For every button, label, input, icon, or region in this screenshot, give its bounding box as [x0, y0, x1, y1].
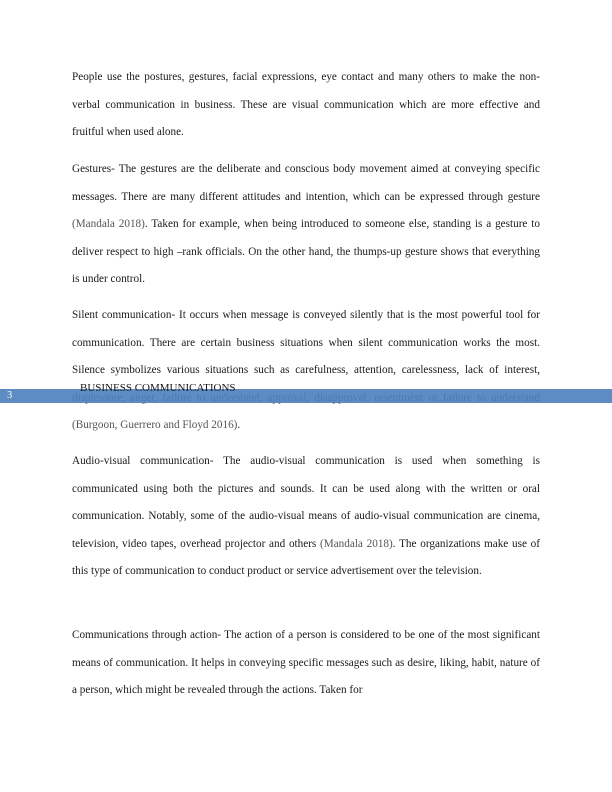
paragraph-silent-communication — [72, 302, 540, 440]
paragraph-text: . The organizations make use of this type of communication to conduct product or service advertisement over the television. — [72, 537, 540, 578]
paragraph-text: Audio-visual communication- The audio-visual communication is used when something is communicated using both the pictures and sounds. It can be used along with the written or oral communication. Notably, some of the audio-visual means of audio-visual communication are cinema, television, video tapes, overhead projector and others — [72, 455, 540, 550]
citation: (Mandala 2018) — [320, 537, 393, 550]
paragraph-text: . — [237, 419, 241, 432]
page-number: 3 — [7, 390, 13, 401]
paragraph-text: People use the postures, gestures, facial expressions, eye contact and many others to make the non-verbal communication in business. These are visual communication which are more effective and fruitful when used alone. — [72, 71, 540, 139]
paragraph-text: Communications through action- The action of a person is considered to be one of the most significant means of communication. It helps in conveying specific messages such as desire, liking, habit, nature of a person, which might be revealed through the actions. Taken for — [72, 629, 540, 697]
citation: (Mandala 2018) — [72, 218, 145, 231]
paragraph-text: Silent communication- It occurs when message is conveyed silently that is the most powerful tool for communication. There are certain business situations when silent communication works the most. Silence symbolizes various situations such as carefulness, attention, carelessness, lack of interest, — [72, 309, 540, 377]
paragraph-text: . Taken for example, when being introduced to someone else, standing is a gesture to deliver respect to high –rank officials. On the other hand, the thumps-up gesture shows that everything is under control. — [72, 218, 540, 286]
paragraph-audio-visual — [72, 448, 540, 586]
paragraph-gestures — [72, 156, 540, 294]
citation: (Burgoon, Guerrero and Floyd 2016) — [72, 419, 238, 432]
paragraph-communication-through-action — [72, 622, 540, 705]
paragraph-text: Gestures- The gestures are the deliberate and conscious body movement aimed at conveying specific messages. There are many different attitudes and intention, which can be expressed through gesture — [72, 163, 540, 203]
paragraph-nonverbal-intro — [72, 64, 540, 147]
running-head: BUSINESS COMMUNICATIONS — [80, 382, 236, 394]
